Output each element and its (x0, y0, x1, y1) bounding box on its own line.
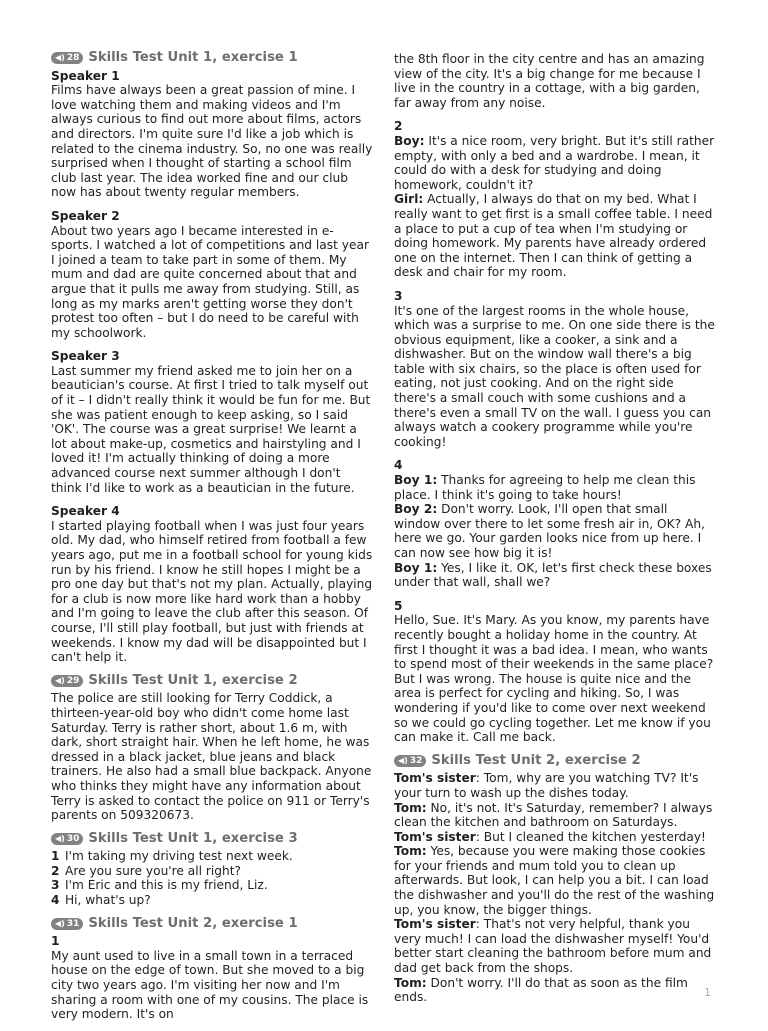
exercise-title: Skills Test Unit 1, exercise 2 (88, 672, 298, 688)
exercise-title: Skills Test Unit 1, exercise 3 (88, 830, 298, 846)
exercise-heading (394, 754, 716, 769)
speaker-icon: ◀) (55, 833, 65, 843)
dialogue-line: Tom's sister: Tom, why are you watching TV? It's your turn to wash up the dishes today. (394, 771, 699, 800)
right-column (394, 52, 716, 1014)
speaker-label: Speaker 2 (51, 208, 120, 223)
audio-track-badge: ◀) 30 (51, 833, 83, 845)
speaker-text: Films have always been a great passion of mine. I love watching them and making videos and I'm always curious to find out more about films, actors and directors. I'm quite sure I'd like a job which is related to the cinema industry. So, no one was really surprised when I thought of starting a school film club last year. The idea worked fine and our club now has about twenty regular members. (51, 83, 373, 200)
exercise-title: Skills Test Unit 2, exercise 2 (431, 752, 641, 768)
dialogue-line: Tom's sister: That's not very helpful, thank you very much! I can load the dishwasher myself! You'd better start cleaning the bathroom before mum and dad get back from the shops. (394, 917, 712, 976)
dialogue-block (394, 771, 716, 1005)
transcript-block (51, 691, 373, 822)
exercise-heading (51, 917, 373, 932)
audio-track-badge: ◀) 29 (51, 675, 83, 687)
speaker-label: Speaker 4 (51, 504, 120, 519)
dialogue-block (394, 458, 716, 589)
part-number: 3 (394, 288, 403, 303)
transcript-block (394, 52, 716, 110)
transcript-text: It's one of the largest rooms in the whole house, which was a surprise to me. On one side there is the obvious equipment, like a cooker, a sink and a dishwasher. But on the window wall there's a big table with six chairs, so the place is often used for eating, not just cooking. And on the right side there's a small couch with some cushions and a there's even a small TV on the wall. I guess you can always watch a cookery programme while you're cooking! (394, 303, 715, 449)
dialogue-line: Boy 2: Don't worry. Look, I'll open that small window over there to let some fresh air in, OK? Ah, here we go. Your garden looks nice from up here. I can now see how big it is! (394, 502, 705, 560)
exercise-title: Skills Test Unit 2, exercise 1 (88, 915, 298, 931)
transcript-block (394, 599, 716, 745)
speaker-block (51, 69, 373, 200)
transcript-text: My aunt used to live in a small town in a terraced house on the edge of town. But she moved to a big city two years ago. I'm visiting her now and I'm sharing a room with one of my cousins. The place is very modern. It's on (51, 948, 369, 1022)
part-number: 1 (51, 934, 60, 949)
list-item: 4 Hi, what's up? (51, 893, 151, 908)
dialogue-line: Tom: No, it's not. It's Saturday, remember? I always clean the kitchen and bathroom on Saturdays. (394, 800, 713, 830)
audio-track-badge: ◀) 28 (51, 52, 83, 64)
dialogue-line: Tom's sister: But I cleaned the kitchen yesterday! (394, 829, 706, 844)
speaker-icon: ◀) (398, 756, 408, 766)
speaker-label: Speaker 3 (51, 349, 120, 364)
part-number: 5 (394, 598, 403, 613)
dialogue-line: Girl: Actually, I always do that on my bed. What I really want to get first is a small coffee table. I need a place to put a cup of tea when I'm studying or doing homework. My parents have already ordered one on the internet. Then I can think of getting a desk and chair for my room. (394, 192, 713, 280)
speaker-block (51, 504, 373, 665)
speaker-block (51, 209, 373, 340)
dialogue-line: Boy 1: Thanks for agreeing to help me clean this place. I think it's going to take hours! (394, 473, 696, 502)
numbered-list (51, 849, 373, 907)
speaker-text: Last summer my friend asked me to join her on a beautician's course. At first I tried to talk myself out of it – I didn't really think it would be fun for me. But she was patient enough to keep asking, so I said 'OK'. The course was a great surprise! We learnt a lot about make-up, cosmetics and hairstyling and I loved it! I'm actually thinking of doing a more advanced course next summer although I don't think I'd like to work as a beautician in the future. (51, 363, 371, 495)
transcript-text: Hello, Sue. It's Mary. As you know, my parents have recently bought a holiday home in the country. At first I thought it was a bad idea. I mean, who wants to spend most of their weekends in the same place? But I was wrong. The house is quite nice and the area is perfect for cycling and hiking. So, I was wondering if you'd like to come over next weekend so we could go cycling together. Let me know if you can make it. Call me back. (394, 613, 714, 745)
transcript-block (51, 934, 373, 1022)
dialogue-line: Tom: Yes, because you were making those cookies for your friends and mum told you to clean up afterwards. But look, I can help you a bit. I can load the dishwasher and you'll do the rest of the washing up, you know, the bigger things. (394, 844, 715, 917)
speaker-text: About two years ago I became interested in e-sports. I watched a lot of competitions and last year I joined a team to take part in some of them. My mum and dad are quite concerned about that and argue that it pulls me away from studying. Still, as long as my marks aren't getting worse they don't protest too often – but I do need to be careful with my schoolwork. (51, 223, 369, 340)
list-item: 2 Are you sure you're all right? (51, 863, 241, 878)
list-item: 3 I'm Eric and this is my friend, Liz. (51, 878, 268, 893)
exercise-title: Skills Test Unit 1, exercise 1 (88, 50, 298, 65)
transcript-block (394, 289, 716, 450)
left-column (51, 51, 373, 1031)
audio-track-badge: ◀) 31 (51, 918, 83, 930)
dialogue-line: Tom: Don't worry. I'll do that as soon as the film ends. (394, 975, 688, 1005)
speaker-label: Speaker 1 (51, 68, 120, 83)
speaker-block (51, 349, 373, 495)
exercise-heading (51, 832, 373, 847)
part-number: 2 (394, 119, 403, 134)
exercise-heading (51, 674, 373, 689)
speaker-icon: ◀) (55, 918, 65, 928)
dialogue-block (394, 119, 716, 280)
page-number: 1 (704, 986, 711, 999)
part-number: 4 (394, 458, 403, 473)
transcript-text: The police are still looking for Terry Coddick, a thirteen-year-old boy who didn't come home last Saturday. Terry is rather short, about 1.6 m, with dark, short straight hair. When he left home, he was dressed in a black jacket, blue jeans and black trainers. He also had a small blue backpack. Anyone who thinks they might have any information about Terry is asked to contact the police on 911 or Terry's parents on 509320673. (51, 691, 372, 823)
speaker-text: I started playing football when I was just four years old. My dad, who himself retired from football a few years ago, put me in a football school for young kids run by his friend. I know he still hopes I might be a pro one day but that's not my plan. Actually, playing for a club is now more like hard work than a hobby and I'm going to leave the club after this season. Of course, I'll still play football, but just with friends at weekends. I know my dad will be disappointed but I can't help it. (51, 518, 373, 665)
speaker-icon: ◀) (55, 53, 65, 63)
dialogue-line: Boy 1: Yes, I like it. OK, let's first check these boxes under that wall, shall we? (394, 560, 712, 590)
list-item: 1 I'm taking my driving test next week. (51, 849, 293, 864)
exercise-heading (51, 51, 373, 66)
dialogue-line: Boy: It's a nice room, very bright. But it's still rather empty, with only a bed and a wardrobe. I mean, it could do with a desk for studying and doing homework, couldn't it? (394, 133, 715, 192)
audio-track-badge: ◀) 32 (394, 755, 426, 767)
speaker-icon: ◀) (55, 676, 65, 686)
transcript-text: the 8th floor in the city centre and has an amazing view of the city. It's a big change for me because I live in the country in a cottage, with a big garden, far away from any noise. (394, 52, 705, 110)
